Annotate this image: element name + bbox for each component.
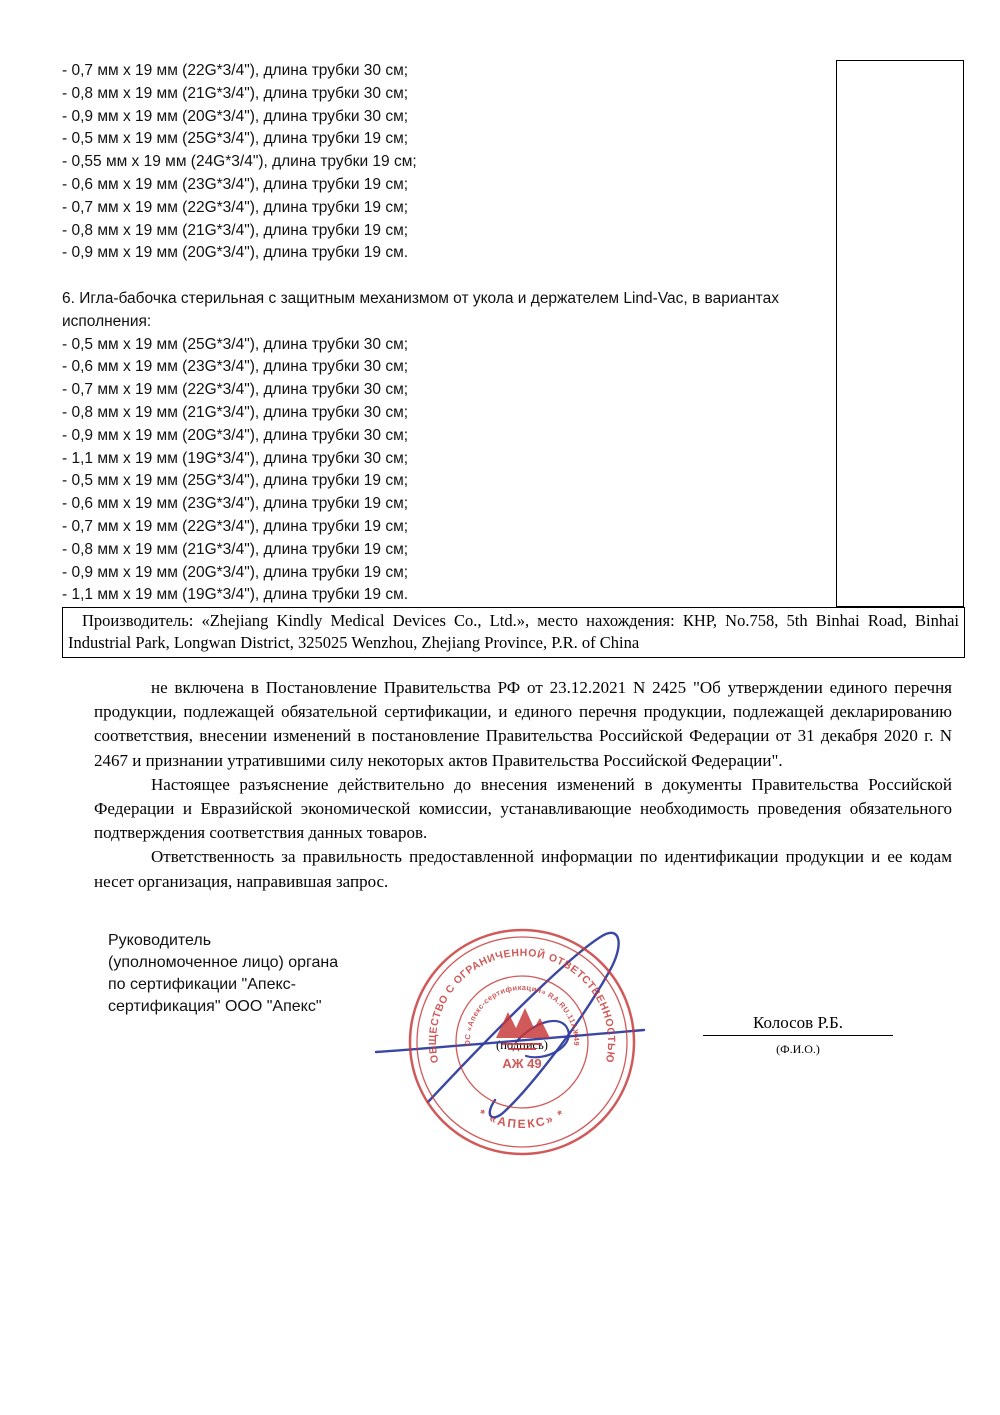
spec-line: - 0,7 мм х 19 мм (22G*3/4"), длина трубки 30 см; (62, 381, 409, 399)
stamp-ring-bottom-text: * «АПЕКС» * (476, 1106, 568, 1132)
paragraph-responsibility: Ответственность за правильность предоставленной информации по идентификации продукции и ее кодам несет организация, направившая запрос. (94, 847, 952, 891)
spec-line: - 0,5 мм х 19 мм (25G*3/4"), длина трубки 19 см; (62, 130, 409, 148)
spec-line: - 0,8 мм х 19 мм (21G*3/4"), длина трубки 19 см; (62, 540, 409, 558)
blank-line (62, 265, 782, 288)
spec-line: - 0,9 мм х 19 мм (20G*3/4"), длина трубки 19 см. (62, 244, 409, 262)
spec-line: - 0,7 мм х 19 мм (22G*3/4"), длина трубки 19 см; (62, 517, 409, 535)
spec-line: - 0,6 мм х 19 мм (23G*3/4"), длина трубки 19 см; (62, 175, 409, 193)
body-text (94, 676, 952, 894)
stamp-inner-ring-text: ОС «Апекс-сертификация» RA.RU.11АЖ49 (462, 982, 582, 1047)
spec-line: - 0,5 мм х 19 мм (25G*3/4"), длина трубки 19 см; (62, 472, 409, 490)
spec-line: - 0,8 мм х 19 мм (21G*3/4"), длина трубки 30 см; (62, 403, 409, 421)
spec-line: - 0,7 мм х 19 мм (22G*3/4"), длина трубки 19 см; (62, 198, 409, 216)
paragraph-regulation: не включена в Постановление Правительства РФ от 23.12.2021 N 2425 "Об утверждении единого перечня продукции, подлежащей обязательной сертификации, и единого перечня продукции, подлежащей декларированию соответствия, внесении изменений в постановление Правительства Российской Федерации от 31 декабря 2020 г. N 2467 и признании утратившими силу некоторых актов Правительства Российской Федерации". (94, 678, 952, 770)
certification-stamp (402, 922, 642, 1162)
spec-list-column (62, 60, 782, 607)
stamp-ring-text: ОБЩЕСТВО С ОГРАНИЧЕННОЙ ОТВЕТСТВЕННОСТЬЮ (426, 946, 618, 1065)
spec-line: - 0,8 мм х 19 мм (21G*3/4"), длина трубки 30 см; (62, 84, 409, 102)
spec-line: - 1,1 мм х 19 мм (19G*3/4"), длина трубки 19 см. (62, 586, 409, 604)
stamp-inner-circle (456, 976, 588, 1108)
signatory-title-line: (уполномоченное лицо) органа (108, 954, 339, 971)
stamp-center-code: АЖ 49 (502, 1056, 542, 1071)
spec-line: - 0,9 мм х 19 мм (20G*3/4"), длина трубки 30 см; (62, 107, 409, 125)
stamp-logo-underline (502, 1044, 542, 1049)
signatory-title-line: сертификация" ООО "Апекс" (108, 998, 322, 1015)
spec-line: - 0,6 мм х 19 мм (23G*3/4"), длина трубки 30 см; (62, 358, 409, 376)
spec-line: - 0,7 мм х 19 мм (22G*3/4"), длина трубки 30 см; (62, 62, 409, 79)
section6-heading: 6. Игла-бабочка стерильная с защитным механизмом от укола и держателем Lind-Vac, в вариантах исполнения: (62, 289, 779, 330)
stamp-logo-mountains-icon (496, 1008, 550, 1038)
paragraph-validity: Настоящее разъяснение действительно до внесения изменений в документы Правительства Российской Федерации и Евразийской экономической комиссии, устанавливающие необходимость проведения обязательного подтверждения соответствия данных товаров. (94, 774, 952, 843)
stamp-middle-circle (417, 937, 627, 1147)
spec-line: - 0,9 мм х 19 мм (20G*3/4"), длина трубки 30 см; (62, 426, 409, 444)
signatory-name-caption: (Ф.И.О.) (776, 1042, 820, 1056)
signatory-title-line: по сертификации "Апекс- (108, 976, 296, 993)
spec-line: - 0,9 мм х 19 мм (20G*3/4"), длина трубки 19 см; (62, 563, 409, 581)
signatory-title-line: Руководитель (108, 932, 212, 949)
spec-line: - 0,8 мм х 19 мм (21G*3/4"), длина трубки 19 см; (62, 221, 409, 239)
spec-line: - 1,1 мм х 19 мм (19G*3/4"), длина трубки 30 см; (62, 449, 409, 467)
spec-line: - 0,6 мм х 19 мм (23G*3/4"), длина трубки 19 см; (62, 495, 409, 513)
signatory-name: Колосов Р.Б. (703, 1013, 893, 1036)
manufacturer-row: Производитель: «Zhejiang Kindly Medical Devices Co., Ltd.», место нахождения: КНР, No.758, 5th Binhai Road, Binhai Industrial Park, Longwan District, 325025 Wenzhou, Zhejiang Province, P.R. of China (62, 607, 965, 658)
signature-caption: (подпись) (496, 1038, 548, 1052)
signatory-title (108, 930, 398, 1018)
spec-line: - 0,5 мм х 19 мм (25G*3/4"), длина трубки 30 см; (62, 335, 409, 353)
table-right-empty-cell (836, 60, 964, 607)
spec-line: - 0,55 мм х 19 мм (24G*3/4"), длина трубки 19 см; (62, 153, 417, 171)
